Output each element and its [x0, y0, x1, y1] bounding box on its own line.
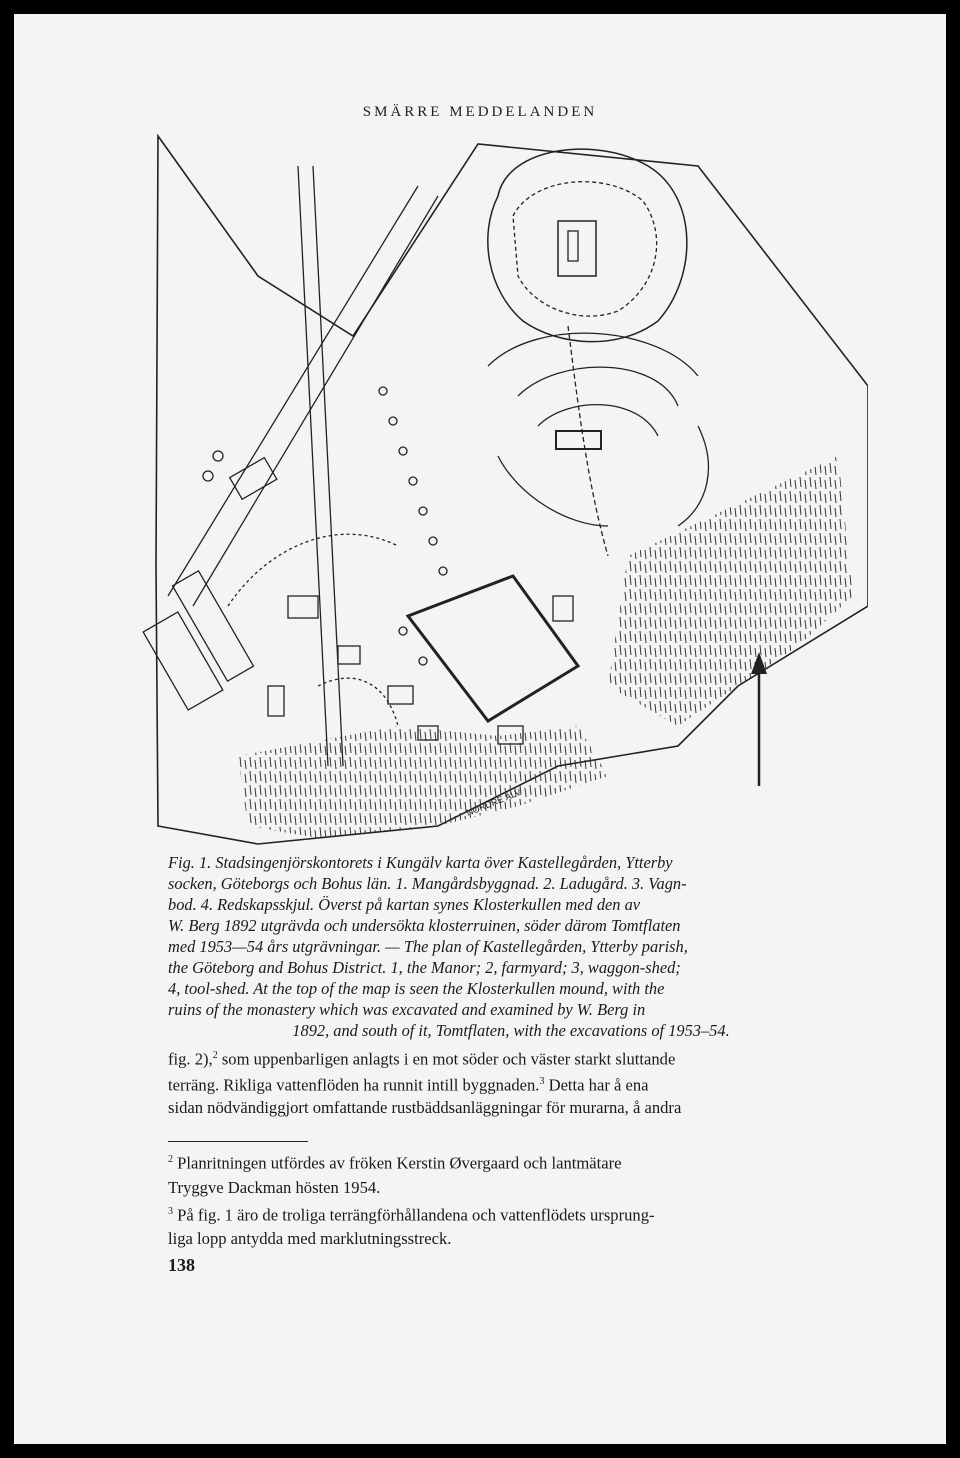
running-head: SMÄRRE MEDDELANDEN	[362, 104, 598, 120]
caption-line: 1892, and south of it, Tomtflaten, with the excavations of 1953–54.	[292, 1021, 730, 1040]
footnote-marker: 3	[168, 1205, 173, 1217]
caption-line: bod. 4. Redskapsskjul. Överst på kartan synes Klosterkullen med den av	[168, 895, 641, 914]
footnote-text: liga lopp antydda med marklutningsstreck.	[168, 1229, 452, 1249]
body-text: som uppenbarligen anlagts i en mot söder och väster starkt sluttande	[217, 1049, 676, 1069]
body-text: sidan nödvändiggjort omfattande rustbäddsanläggningar för murarna, å andra	[168, 1098, 682, 1118]
caption-line: ruins of the monastery which was excavated and examined by W. Berg in	[168, 1000, 646, 1019]
footnote-marker: 2	[168, 1154, 173, 1165]
page-number: 138	[168, 1255, 195, 1275]
caption-line: Fig. 1. Stadsingenjörskontorets i Kungälv karta över Kastellegården, Ytterby	[168, 853, 673, 872]
caption-line: socken, Göteborgs och Bohus län. 1. Mangårdsbyggnad. 2. Ladugård. 3. Vagn-	[168, 874, 687, 893]
footnote-text: Tryggve Dackman hösten 1954.	[168, 1177, 381, 1197]
figure-caption	[168, 852, 854, 1041]
footnote-ref[interactable]: 3	[539, 1076, 545, 1088]
caption-line: med 1953—54 års utgrävningar. — The plan of Kastellegården, Ytterby parish,	[168, 937, 688, 956]
site-map-figure	[138, 126, 868, 848]
footnotes	[168, 1148, 854, 1251]
caption-line: the Göteborg and Bohus District. 1, the Manor; 2, farmyard; 3, waggon-shed;	[168, 958, 681, 977]
body-text: Detta har å ena	[544, 1075, 649, 1095]
caption-line: 4, tool-shed. At the top of the map is seen the Klosterkullen mound, with the	[168, 979, 665, 998]
footnote-text: På fig. 1 äro de troliga terrängförhållandena och vattenflödets ursprung-	[177, 1205, 655, 1225]
footnote-ref[interactable]: 2	[212, 1050, 218, 1061]
caption-line: W. Berg 1892 utgrävda och undersökta klosterruinen, söder därom Tomtflaten	[168, 916, 681, 935]
body-text: fig. 2),	[168, 1049, 213, 1069]
river-label: NORDRE ÄLV	[465, 786, 523, 818]
body-paragraph	[168, 1045, 854, 1120]
footnote-rule	[168, 1141, 308, 1142]
body-text: terräng. Rikliga vattenflöden ha runnit intill byggnaden.	[168, 1075, 540, 1095]
footnote-text: Planritningen utfördes av fröken Kerstin Øvergaard och lantmätare	[177, 1153, 622, 1173]
